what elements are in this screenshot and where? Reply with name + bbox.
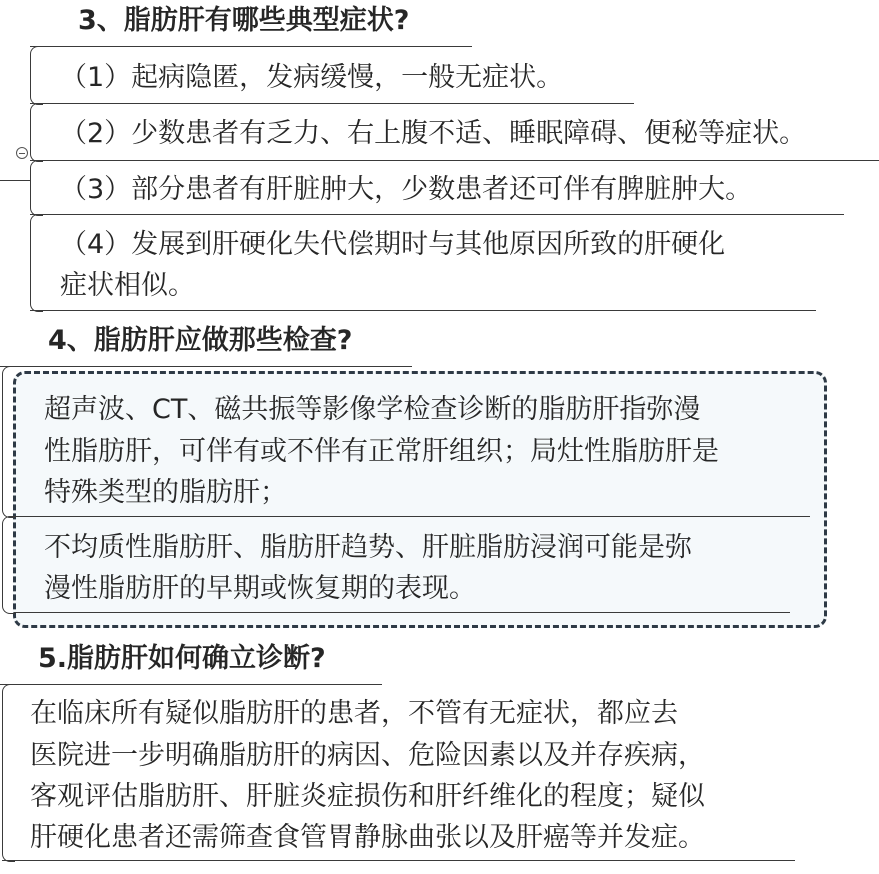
section3-item1-underline	[30, 103, 634, 104]
section3-item2-bracket	[30, 103, 43, 162]
section3-item-4-line2[interactable]: 症状相似。	[60, 270, 195, 301]
section3-item-3[interactable]: （3）部分患者有肝脏肿大，少数患者还可伴有脾脏肿大。	[60, 174, 753, 205]
section4-item-2-line1[interactable]: 不均质性脂肪肝、脂肪肝趋势、肝脏脂肪浸润可能是弥	[44, 532, 692, 563]
section5-title: 5.脂肪肝如何确立诊断?	[38, 643, 326, 674]
section3-item-4-line1[interactable]: （4）发展到肝硬化失代偿期时与其他原因所致的肝硬化	[60, 229, 726, 260]
section3-title: 3、脂肪肝有哪些典型症状?	[78, 5, 410, 36]
section4-item1-underline	[14, 516, 810, 517]
section5-item-1-line4[interactable]: 肝硬化患者还需筛查食管胃静脉曲张以及肝癌等并发症。	[30, 822, 705, 853]
section5-title-underline	[0, 684, 382, 685]
section3-item-1[interactable]: （1）起病隐匿，发病缓慢，一般无症状。	[60, 62, 564, 93]
section3-title-underline	[30, 46, 472, 47]
section4-item-2-line2[interactable]: 漫性脂肪肝的早期或恢复期的表现。	[44, 573, 476, 604]
section3-item1-bracket	[30, 46, 43, 105]
branch-connector-line	[0, 180, 31, 181]
section3-item4-underline	[30, 310, 816, 311]
section3-item-2[interactable]: （2）少数患者有乏力、右上腹不适、睡眠障碍、便秘等症状。	[60, 118, 807, 149]
section5-item-1-line2[interactable]: 医院进一步明确脂肪肝的病因、危险因素以及并存疾病，	[30, 740, 705, 771]
collapse-icon[interactable]	[16, 147, 28, 159]
section5-item-1-line1[interactable]: 在临床所有疑似脂肪肝的患者，不管有无症状，都应去	[30, 698, 678, 729]
section3-item3-underline	[30, 214, 844, 215]
section3-item4-bracket	[30, 214, 43, 312]
section4-item-1-line2[interactable]: 性脂肪肝，可伴有或不伴有正常肝组织；局灶性脂肪肝是	[44, 436, 719, 467]
section4-item2-bracket	[2, 516, 15, 614]
section4-item-1-line3[interactable]: 特殊类型的脂肪肝；	[44, 477, 287, 508]
section4-title-underline	[0, 366, 412, 367]
section4-item1-bracket	[2, 366, 15, 518]
section5-item1-bracket	[2, 684, 15, 862]
section5-item1-underline	[2, 860, 795, 861]
section4-item2-underline	[14, 612, 790, 613]
section5-item-1-line3[interactable]: 客观评估脂肪肝、肝脏炎症损伤和肝纤维化的程度；疑似	[30, 781, 705, 812]
section4-title: 4、脂肪肝应做那些检查?	[48, 325, 353, 356]
section3-item2-underline	[30, 160, 879, 161]
section4-item-1-line1[interactable]: 超声波、CT、磁共振等影像学检查诊断的脂肪肝指弥漫	[44, 394, 701, 425]
section3-item3-bracket	[30, 160, 43, 216]
